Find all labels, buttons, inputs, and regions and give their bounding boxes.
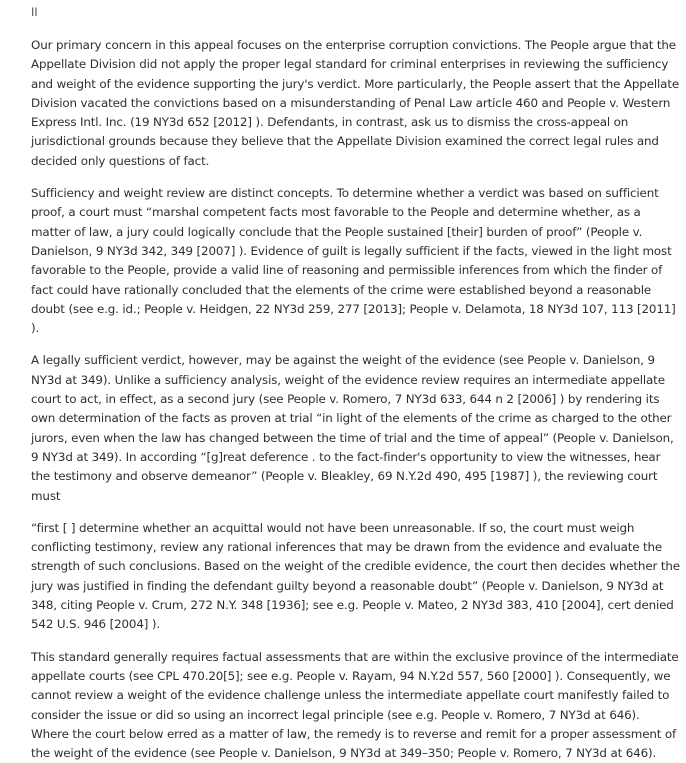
paragraph-primary-concern: Our primary concern in this appeal focuses on the enterprise corruption convictions. The People argue that the Appellate Division did not apply the proper legal standard for criminal enterprises in reviewing the sufficiency and weight of the evidence supporting the jury's verdict. More particularly, the People assert that the Appellate Division vacated the convictions based on a misunderstanding of Penal Law article 460 and People v. Western Express Intl. Inc. (19 NY3d 652 [2012] ). Defendants, in contrast, ask us to dismiss the cross-appeal on jurisdictional grounds because they believe that the Appellate Division examined the correct legal rules and decided only questions of fact. xyxy=(31,38,679,168)
block-quote-danielson: “first [ ] determine whether an acquittal would not have been unreasonable. If so, the court must weigh conflicting testimony, review any rational inferences that may be drawn from the evidence and evaluate the strength of such conclusions. Based on the weight of the credible evidence, the court then decides whether the jury was justified in finding the defendant guilty beyond a reasonable doubt” (People v. Danielson, 9 NY3d at 348, citing People v. Crum, 272 N.Y. 348 [1936]; see e.g. People v. Mateo, 2 NY3d 383, 410 [2004], cert denied 542 U.S. 946 [2004] ). xyxy=(31,520,680,632)
paragraph-legally-sufficient-verdict: A legally sufficient verdict, however, may be against the weight of the evidence (see People v. Danielson, 9 NY3d at 349). Unlike a sufficiency analysis, weight of the evidence review requires an intermediate appellate court to act, in effect, as a second jury (see People v. Romero, 7 NY3d 633, 644 n 2 [2006] ) by rendering its own determination of the facts as proven at trial “in light of the elements of the crime as charged to the other jurors, even when the law has changed between the time of trial and the time of appeal” (People v. Danielson, 9 NY3d at 349). In according “[g]reat deference . to the fact-finder's opportunity to view the witnesses, hear the testimony and observe demeanor” (People v. Bleakley, 69 N.Y.2d 490, 495 [1987] ), the reviewing court must xyxy=(31,353,674,503)
paragraph-sufficiency-weight: Sufficiency and weight review are distinct concepts. To determine whether a verdict was based on sufficient proof, a court must “marshal competent facts most favorable to the People and determine whether, as a matter of law, a jury could logically conclude that the People sustained [their] burden of proof” (People v. Danielson, 9 NY3d 342, 349 [2007] ). Evidence of guilt is legally sufficient if the facts, viewed in the light most favorable to the People, provide a valid line of reasoning and permissible inferences from which the finder of fact could have rationally concluded that the elements of the crime were established beyond a reasonable doubt (see e.g. id.; People v. Heidgen, 22 NY3d 259, 277 [2013]; People v. Delamota, 18 NY3d 107, 113 [2011] ). xyxy=(31,186,676,336)
paragraph-standard: This standard generally requires factual assessments that are within the exclusive province of the intermediate appellate courts (see CPL 470.20[5]; see e.g. People v. Rayam, 94 N.Y.2d 557, 560 [2000] ). Consequently, we cannot review a weight of the evidence challenge unless the intermediate appellate court manifestly failed to consider the issue or did so using an incorrect legal principle (see e.g. People v. Romero, 7 NY3d at 646). Where the court below erred as a matter of law, the remedy is to reverse and remit for a proper assessment of the weight of the evidence (see People v. Danielson, 9 NY3d at 349–350; People v. Romero, 7 NY3d at 646). xyxy=(31,649,679,761)
opinion-section xyxy=(31,2,681,763)
section-heading: II xyxy=(31,5,38,19)
